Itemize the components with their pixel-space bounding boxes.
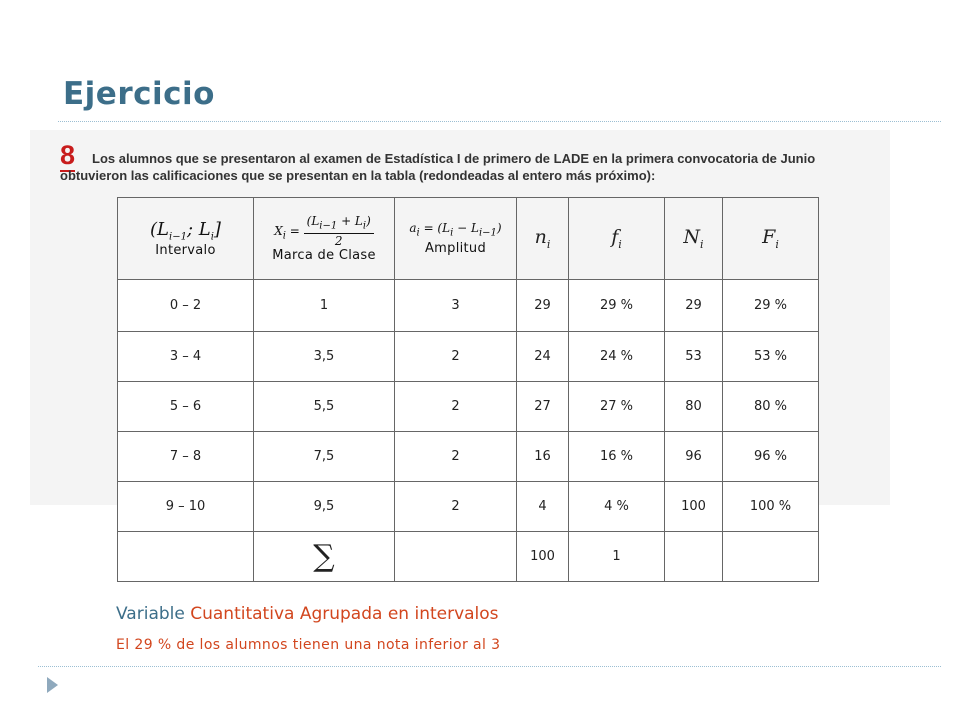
variable-type: Cuantitativa Agrupada en intervalos	[190, 604, 499, 624]
table-row	[118, 382, 819, 432]
cell-fi: 27 %	[569, 382, 665, 432]
variable-caption	[116, 604, 499, 624]
class-mark-formula: $X_i$ = $\frac{(L_{i-1} + L_i)}{2}$	[274, 224, 374, 238]
cell-Fi: 96 %	[723, 432, 819, 482]
table-header-row	[118, 198, 819, 280]
sigma-symbol: ∑	[313, 539, 335, 574]
cell-class-mark: 5,5	[254, 382, 395, 432]
cell-amplitude: 2	[395, 432, 517, 482]
header-ni: $n_i$	[517, 198, 569, 280]
cell-empty	[395, 532, 517, 582]
table-row	[118, 482, 819, 532]
cell-Fi: 80 %	[723, 382, 819, 432]
cell-fi: 16 %	[569, 432, 665, 482]
totals-row	[118, 532, 819, 582]
header-fi: $f_i$	[569, 198, 665, 280]
cell-amplitude: 2	[395, 482, 517, 532]
header-amplitude-label: Amplitud	[424, 240, 487, 256]
cell-class-mark: 7,5	[254, 432, 395, 482]
amplitude-formula: $a_i = (L_i - L_{i-1})$	[409, 221, 502, 239]
cell-interval: 0 – 2	[118, 280, 254, 332]
cell-amplitude: 3	[395, 280, 517, 332]
cell-empty	[723, 532, 819, 582]
header-Ni: $N_i$	[665, 198, 723, 280]
cell-ni: 29	[517, 280, 569, 332]
slide-title: Ejercicio	[63, 76, 215, 112]
cell-Ni: 53	[665, 332, 723, 382]
cell-class-mark: 1	[254, 280, 395, 332]
cell-empty	[118, 532, 254, 582]
header-amplitude	[395, 198, 517, 280]
cell-interval: 5 – 6	[118, 382, 254, 432]
table-row	[118, 332, 819, 382]
problem-statement: Los alumnos que se presentaron al examen de Estadística I de primero de LADE en la primera convocatoria de Junio obtuvieron las calificaciones que se presentan en la tabla (redondeadas al entero más próximo):	[60, 151, 816, 183]
problem-number: 8	[60, 140, 76, 170]
cell-ni: 27	[517, 382, 569, 432]
cell-amplitude: 2	[395, 382, 517, 432]
cell-interval: 7 – 8	[118, 432, 254, 482]
footer-divider	[38, 666, 941, 667]
table-row	[118, 432, 819, 482]
header-class-mark-label: Marca de Clase	[272, 248, 376, 264]
cell-Ni: 96	[665, 432, 723, 482]
header-class-mark	[254, 198, 395, 280]
cell-fi: 29 %	[569, 280, 665, 332]
cell-Ni: 29	[665, 280, 723, 332]
cell-interval: 9 – 10	[118, 482, 254, 532]
frequency-table	[117, 197, 819, 582]
cell-interval: 3 – 4	[118, 332, 254, 382]
cell-Fi: 53 %	[723, 332, 819, 382]
cell-class-mark: 3,5	[254, 332, 395, 382]
cell-ni: 4	[517, 482, 569, 532]
cell-fi: 4 %	[569, 482, 665, 532]
table-row	[118, 280, 819, 332]
percentage-note: El 29 % de los alumnos tienen una nota inferior al 3	[116, 637, 501, 653]
cell-ni: 16	[517, 432, 569, 482]
cell-class-mark: 9,5	[254, 482, 395, 532]
cell-total-ni: 100	[517, 532, 569, 582]
title-divider	[58, 121, 941, 122]
cell-amplitude: 2	[395, 332, 517, 382]
cell-Ni: 80	[665, 382, 723, 432]
interval-formula: ($L_{i-1}$; $L_i$]	[150, 219, 221, 243]
cell-empty	[665, 532, 723, 582]
cell-Fi: 29 %	[723, 280, 819, 332]
header-Fi: $F_i$	[723, 198, 819, 280]
header-interval-label: Intervalo	[155, 242, 216, 258]
variable-label: Variable	[116, 604, 185, 624]
cell-Fi: 100 %	[723, 482, 819, 532]
cell-fi: 24 %	[569, 332, 665, 382]
bullet-arrow-icon	[47, 677, 58, 693]
cell-total-fi: 1	[569, 532, 665, 582]
header-interval	[118, 198, 254, 280]
cell-sum-symbol	[254, 532, 395, 582]
cell-Ni: 100	[665, 482, 723, 532]
cell-ni: 24	[517, 332, 569, 382]
